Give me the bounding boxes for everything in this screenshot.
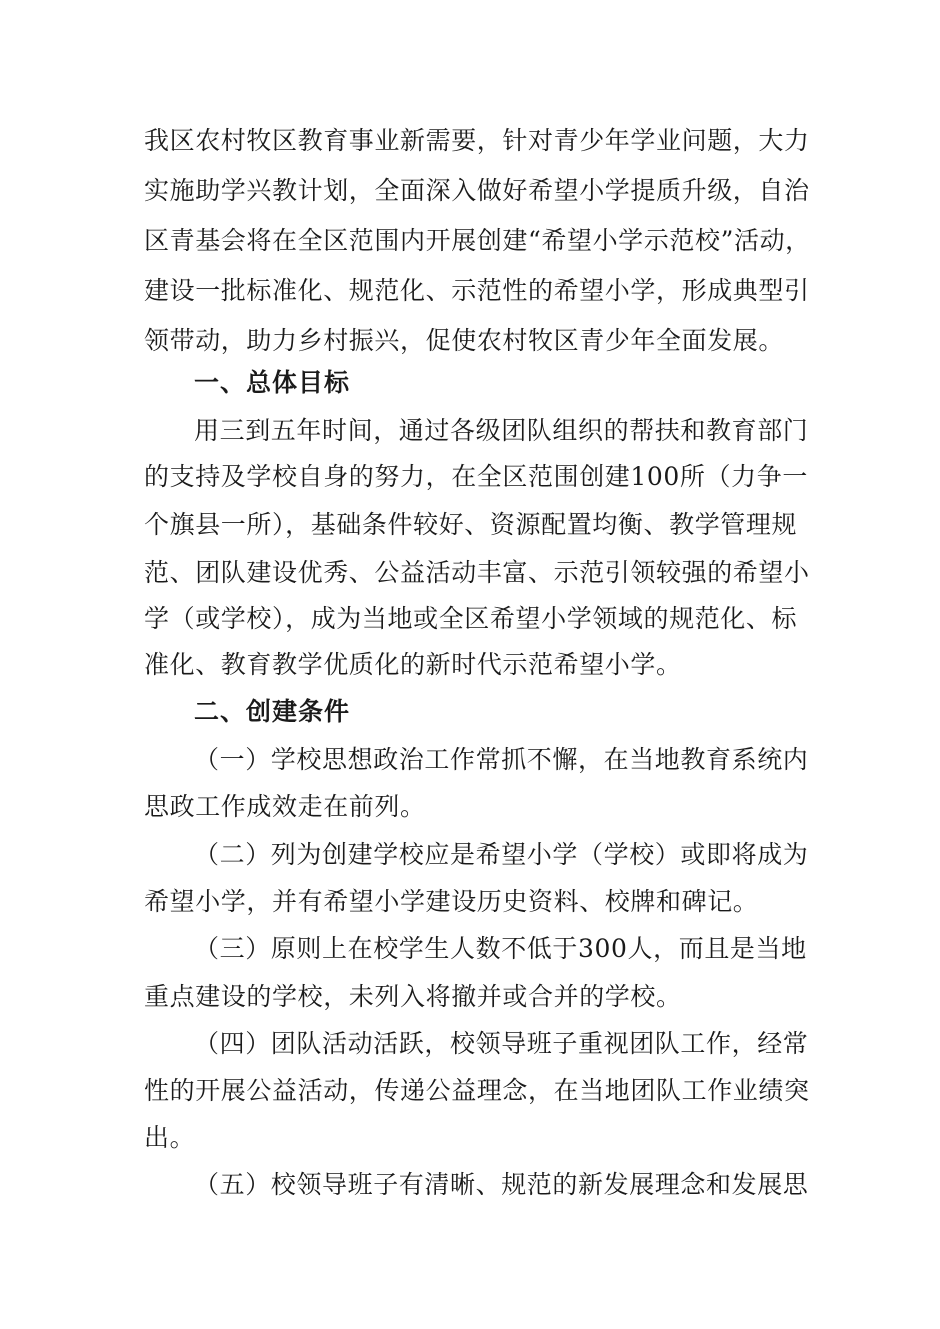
paragraph-intro-line-1: 我区农村牧区教育事业新需要，针对青少年学业问题，大力	[144, 126, 810, 155]
condition-4-line-3: 出。	[144, 1123, 196, 1152]
condition-1-line-1: （一）学校思想政治工作常抓不懈，在当地教育系统内	[194, 745, 809, 774]
condition-2-line-2: 希望小学，并有希望小学建设历史资料、校牌和碑记。	[144, 887, 759, 916]
section-heading-overall-goal: 一、总体目标	[194, 368, 351, 397]
condition-5-line-1: （五）校领导班子有清晰、规范的新发展理念和发展思	[194, 1170, 809, 1199]
condition-3-line-1: （三）原则上在校学生人数不低于300人，而且是当地	[194, 934, 807, 963]
paragraph-intro-line-5: 领带动，助力乡村振兴，促使农村牧区青少年全面发展。	[144, 326, 785, 355]
condition-3-line-2: 重点建设的学校，未列入将撤并或合并的学校。	[144, 982, 682, 1011]
condition-1-line-2: 思政工作成效走在前列。	[144, 792, 426, 821]
paragraph-goal-line-5: 学（或学校），成为当地或全区希望小学领域的规范化、标	[144, 604, 798, 633]
paragraph-intro-line-4: 建设一批标准化、规范化、示范性的希望小学，形成典型引	[144, 276, 810, 305]
condition-4-line-1: （四）团队活动活跃，校领导班子重视团队工作，经常	[194, 1029, 809, 1058]
paragraph-goal-line-4: 范、团队建设优秀、公益活动丰富、示范引领较强的希望小	[144, 558, 810, 587]
condition-4-line-2: 性的开展公益活动，传递公益理念，在当地团队工作业绩突	[144, 1076, 810, 1105]
paragraph-goal-line-2: 的支持及学校自身的努力，在全区范围创建100所（力争一	[144, 462, 808, 491]
paragraph-intro-line-2: 实施助学兴教计划，全面深入做好希望小学提质升级，自治	[144, 176, 810, 205]
paragraph-goal-line-6: 准化、教育教学优质化的新时代示范希望小学。	[144, 650, 682, 679]
condition-2-line-1: （二）列为创建学校应是希望小学（学校）或即将成为	[194, 840, 809, 869]
paragraph-intro-line-3: 区青基会将在全区范围内开展创建“希望小学示范校”活动，	[144, 226, 811, 255]
paragraph-goal-line-1: 用三到五年时间，通过各级团队组织的帮扶和教育部门	[194, 416, 809, 445]
paragraph-goal-line-3: 个旗县一所），基础条件较好、资源配置均衡、教学管理规	[144, 510, 798, 539]
section-heading-conditions: 二、创建条件	[194, 697, 351, 726]
